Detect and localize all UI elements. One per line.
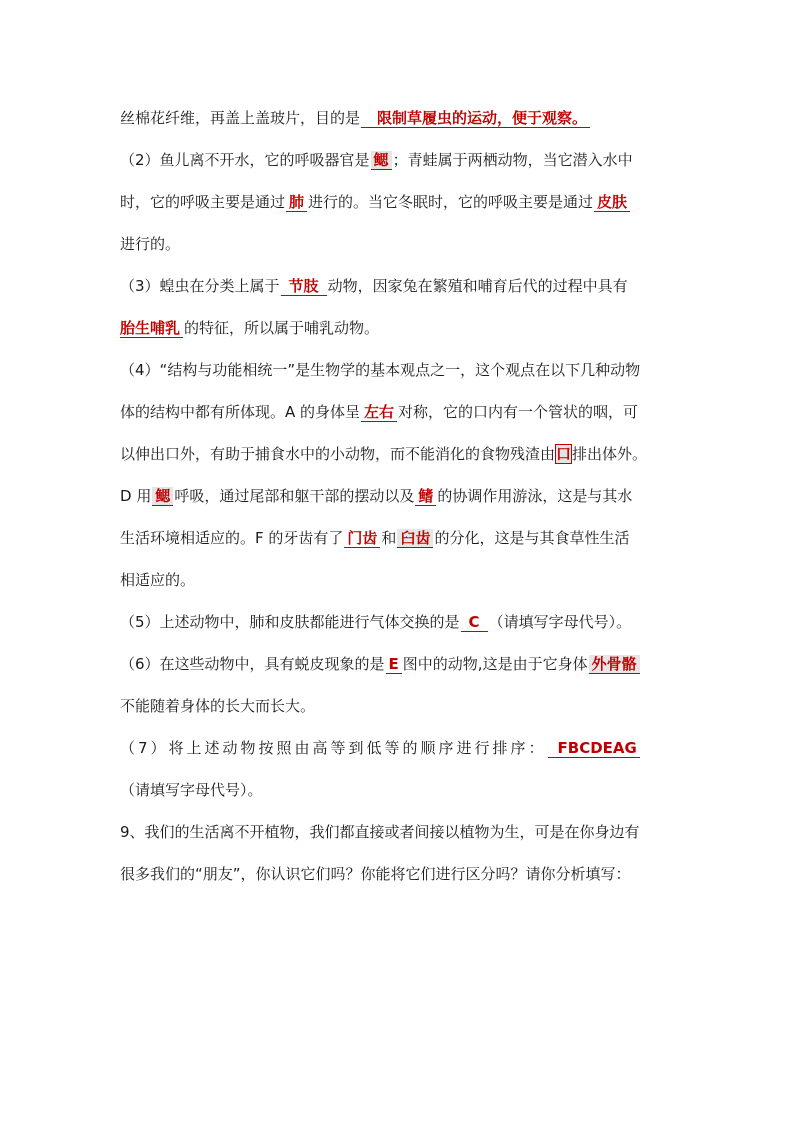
text-line	[120, 528, 680, 548]
answer-blank: 皮肤	[594, 193, 630, 212]
text-line	[120, 402, 680, 422]
answer-blank: 鳃	[371, 151, 392, 170]
text-line	[120, 864, 680, 884]
answer-blank: C	[461, 613, 488, 632]
text-line	[120, 192, 680, 212]
highlighted-word: 口	[556, 445, 572, 463]
text: 相适应的。	[120, 571, 196, 589]
text: （2）鱼儿离不开水，它的呼吸器官是	[120, 151, 370, 169]
text: （请填写字母代号）。	[488, 613, 632, 631]
answer-blank: 臼齿	[397, 529, 433, 548]
text: 进行的。	[120, 235, 181, 253]
text: 丝棉花纤维，再盖上盖玻片，目的是	[120, 109, 361, 127]
text: ；青蛙属于两栖动物，当它潜入水中	[392, 151, 633, 169]
answer-blank: 鳍	[415, 487, 436, 506]
text-line	[120, 444, 680, 464]
answer-blank: 门齿	[344, 529, 380, 548]
text: 很多我们的“朋友”，你认识它们吗？你能将它们进行区分吗？请你分析填写：	[120, 865, 631, 883]
answer-blank: E	[386, 655, 402, 674]
text: 不能随着身体的长大而长大。	[120, 697, 316, 715]
text: （6）在这些动物中，具有蜕皮现象的是	[120, 655, 385, 673]
answer-blank: 肺	[286, 193, 307, 212]
text: 对称，它的口内有一个管状的咽，可	[398, 403, 639, 421]
answer-blank: FBCDEAG	[548, 739, 640, 758]
text-line	[120, 486, 680, 506]
text: 生活环境相适应的。F 的牙齿有了	[120, 529, 344, 547]
text-line	[120, 570, 680, 590]
text: 排出体外。	[572, 445, 648, 463]
text-line	[120, 108, 680, 128]
text: （3）蝗虫在分类上属于	[120, 277, 280, 295]
text: （请填写字母代号）。	[120, 781, 263, 799]
text-line	[120, 780, 680, 800]
text: D 用	[120, 487, 152, 505]
text: 的协调作用游泳，这是与其水	[437, 487, 633, 505]
text-line	[120, 612, 680, 632]
text-line	[120, 696, 680, 716]
text-line	[120, 150, 680, 170]
answer-blank: 限制草履虫的运动，便于观察。	[361, 109, 590, 128]
answer-blank: 外骨骼	[589, 655, 640, 674]
text: （4）“结构与功能相统一”是生物学的基本观点之一，这个观点在以下几种动物	[120, 361, 641, 379]
answer-blank: 节肢	[281, 277, 327, 296]
text-line	[120, 360, 680, 380]
text-line	[120, 654, 680, 674]
text-line	[120, 822, 680, 842]
text: 动物，因家兔在繁殖和哺育后代的过程中具有	[327, 277, 628, 295]
text: 体的结构中都有所体现。A 的身体呈	[120, 403, 361, 421]
answer-blank: 胎生哺乳	[120, 319, 183, 338]
text: 时，它的呼吸主要是通过	[120, 193, 286, 211]
text: 的特征，所以属于哺乳动物。	[184, 319, 380, 337]
answer-blank: 左右	[361, 403, 397, 422]
text: 进行的。当它冬眠时，它的呼吸主要是通过	[308, 193, 594, 211]
text: 图中的动物,这是由于它身体	[402, 655, 588, 673]
text-line	[120, 276, 680, 296]
text-line	[120, 234, 680, 254]
text: 和	[381, 529, 397, 547]
answer-blank: 鳃	[152, 487, 173, 506]
text-line	[120, 318, 680, 338]
text: 呼吸，通过尾部和躯干部的摆动以及	[174, 487, 415, 505]
text: 9、我们的生活离不开植物，我们都直接或者间接以植物为生，可是在你身边有	[120, 823, 640, 841]
text: （5）上述动物中，肺和皮肤都能进行气体交换的是	[120, 613, 460, 631]
text-line	[120, 738, 680, 758]
text: 以伸出口外，有助于捕食水中的小动物，而不能消化的食物残渣由	[120, 445, 556, 463]
text: 的分化，这是与其食草性生活	[434, 529, 630, 547]
text: （7）将上述动物按照由高等到低等的顺序进行排序：	[120, 739, 547, 757]
